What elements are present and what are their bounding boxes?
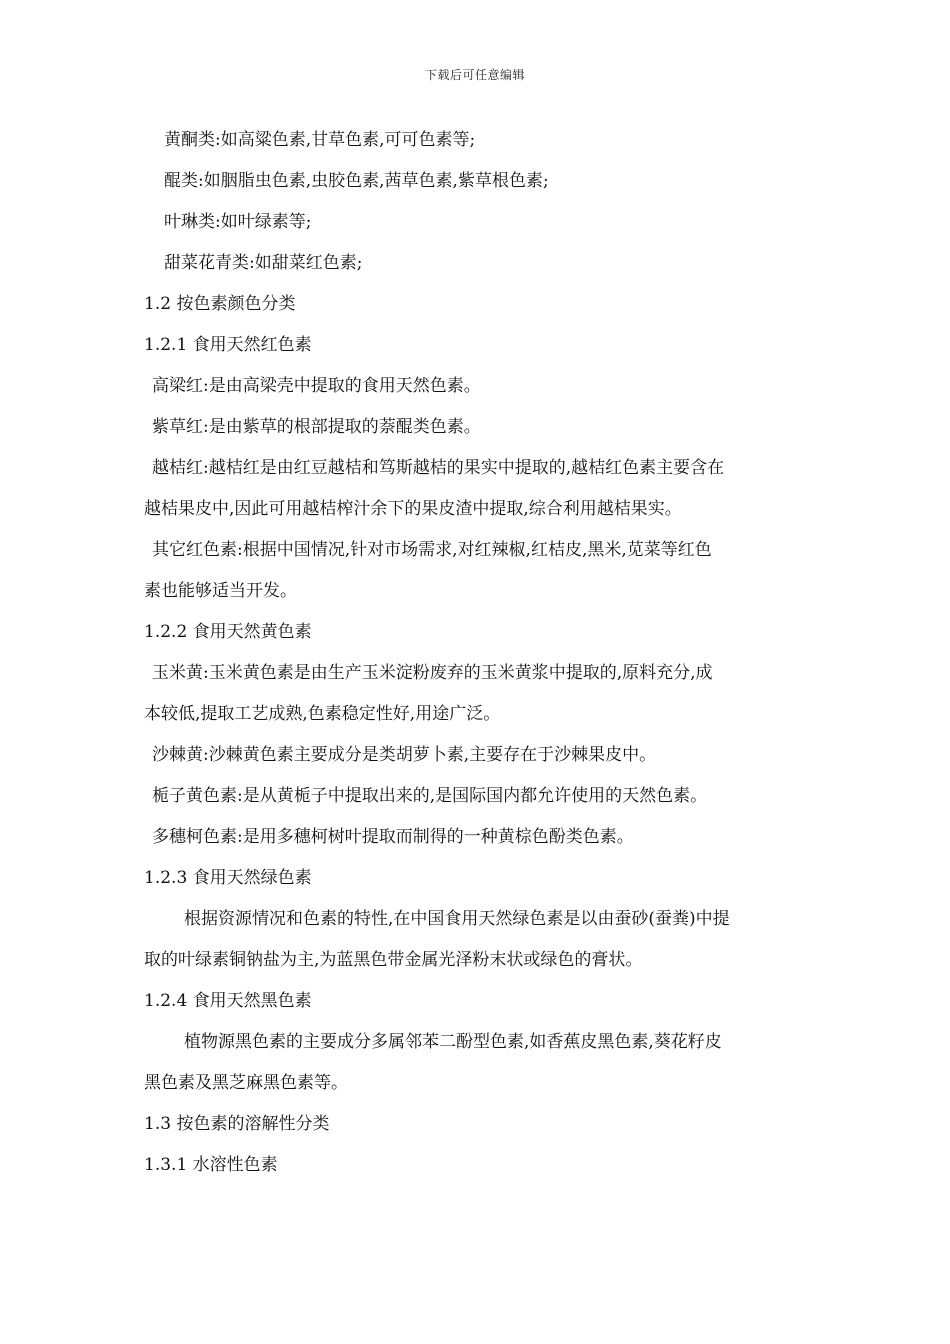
paragraph-line: 黑色素及黑芝麻黑色素等。 [144, 1073, 348, 1093]
subsection-heading: 1.3.1 水溶性色素 [144, 1155, 278, 1175]
paragraph-line: 紫草红:是由紫草的根部提取的萘醌类色素。 [152, 417, 481, 437]
section-heading: 1.2 按色素颜色分类 [144, 294, 296, 314]
paragraph-line: 栀子黄色素:是从黄栀子中提取出来的,是国际国内都允许使用的天然色素。 [152, 786, 708, 806]
page-header: 下载后可任意编辑 [424, 68, 525, 82]
paragraph-line: 越桔红:越桔红是由红豆越桔和笃斯越桔的果实中提取的,越桔红色素主要含在 [152, 458, 725, 478]
paragraph-line: 玉米黄:玉米黄色素是由生产玉米淀粉废弃的玉米黄浆中提取的,原料充分,成 [152, 663, 713, 683]
paragraph-line: 黄酮类:如高粱色素,甘草色素,可可色素等; [164, 130, 476, 150]
paragraph-line: 醌类:如胭脂虫色素,虫胶色素,茜草色素,紫草根色素; [164, 171, 549, 191]
subsection-heading: 1.2.4 食用天然黑色素 [144, 991, 312, 1011]
paragraph-line: 其它红色素:根据中国情况,针对市场需求,对红辣椒,红桔皮,黑米,苋菜等红色 [152, 540, 712, 560]
document-body [144, 120, 808, 1186]
section-heading: 1.3 按色素的溶解性分类 [144, 1114, 330, 1134]
subsection-heading: 1.2.2 食用天然黄色素 [144, 622, 312, 642]
paragraph-line: 高梁红:是由高梁壳中提取的食用天然色素。 [152, 376, 481, 396]
paragraph-line: 本较低,提取工艺成熟,色素稳定性好,用途广泛。 [144, 704, 501, 724]
paragraph-line: 叶琳类:如叶绿素等; [164, 212, 312, 232]
paragraph-line: 植物源黑色素的主要成分多属邻苯二酚型色素,如香蕉皮黑色素,葵花籽皮 [184, 1032, 722, 1052]
paragraph-line: 根据资源情况和色素的特性,在中国食用天然绿色素是以由蚕砂(蚕粪)中提 [184, 909, 730, 929]
paragraph-line: 甜菜花青类:如甜菜红色素; [164, 253, 363, 273]
paragraph-line: 取的叶绿素铜钠盐为主,为蓝黑色带金属光泽粉末状或绿色的膏状。 [144, 950, 643, 970]
paragraph-line: 沙棘黄:沙棘黄色素主要成分是类胡萝卜素,主要存在于沙棘果皮中。 [152, 745, 657, 765]
paragraph-line: 素也能够适当开发。 [144, 581, 297, 601]
subsection-heading: 1.2.3 食用天然绿色素 [144, 868, 312, 888]
paragraph-line: 多穗柯色素:是用多穗柯树叶提取而制得的一种黄棕色酚类色素。 [152, 827, 634, 847]
subsection-heading: 1.2.1 食用天然红色素 [144, 335, 312, 355]
paragraph-line: 越桔果皮中,因此可用越桔榨汁余下的果皮渣中提取,综合利用越桔果实。 [144, 499, 682, 519]
